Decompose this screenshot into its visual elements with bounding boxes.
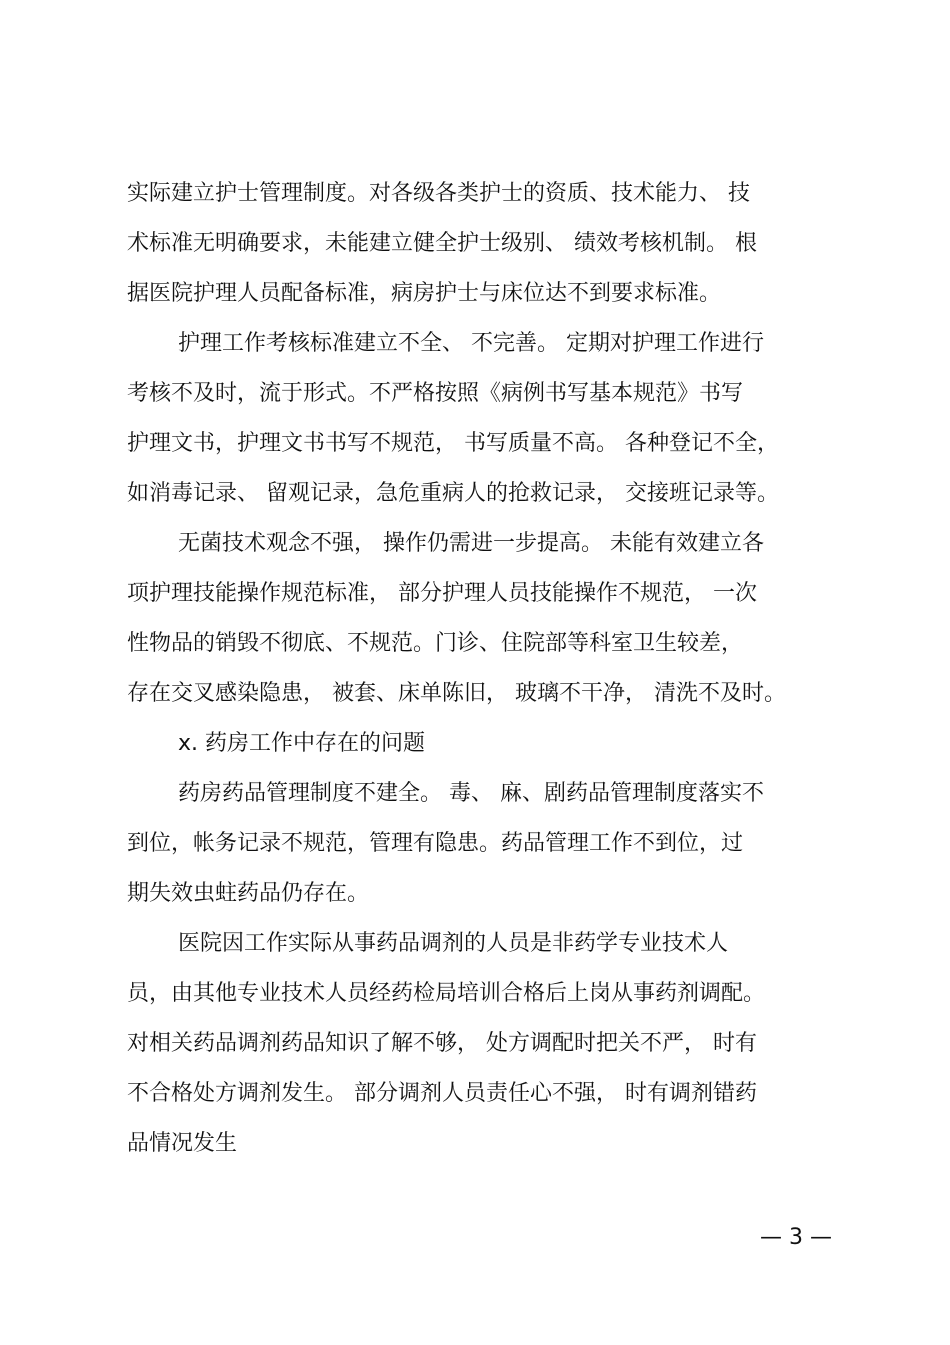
text-line-3: 据医院护理人员配备标准，病房护士与床位达不到要求标准。 (127, 281, 722, 306)
text-line-15: 期失效虫蛀药品仍存在。 (127, 881, 370, 906)
text-line-16: 医院因工作实际从事药品调剂的人员是非药学专业技术人 (178, 931, 729, 956)
text-line-9: 项护理技能操作规范标准， 部分护理人员技能操作不规范， 一次 (127, 581, 757, 606)
text-line-5: 考核不及时，流于形式。不严格按照《病例书写基本规范》书写 (127, 381, 744, 406)
text-line-7: 如消毒记录、 留观记录，急危重病人的抢救记录， 交接班记录等。 (127, 481, 779, 506)
text-line-10: 性物品的销毁不彻底、不规范。门诊、住院部等科室卫生较差， (127, 631, 744, 656)
text-line-19: 不合格处方调剂发生。 部分调剂人员责任心不强， 时有调剂错药 (127, 1081, 757, 1106)
text-line-14: 到位，帐务记录不规范，管理有隐患。药品管理工作不到位，过 (127, 831, 744, 856)
section-heading: x. 药房工作中存在的问题 (178, 731, 426, 756)
text-line-17: 员，由其他专业技术人员经药检局培训合格后上岗从事药剂调配。 (127, 981, 766, 1006)
text-line-2: 术标准无明确要求，未能建立健全护士级别、 绩效考核机制。 根 (127, 231, 757, 256)
text-line-1: 实际建立护士管理制度。对各级各类护士的资质、技术能力、 技 (127, 181, 750, 206)
text-line-13: 药房药品管理制度不建全。 毒、 麻、剧药品管理制度落实不 (178, 781, 764, 806)
text-line-6: 护理文书，护理文书书写不规范， 书写质量不高。 各种登记不全， (127, 431, 779, 456)
text-line-11: 存在交叉感染隐患， 被套、床单陈旧， 玻璃不干净， 清洗不及时。 (127, 681, 786, 706)
text-line-20: 品情况发生 (127, 1131, 238, 1156)
text-line-18: 对相关药品调剂药品知识了解不够， 处方调配时把关不严， 时有 (127, 1031, 757, 1056)
text-line-4: 护理工作考核标准建立不全、 不完善。 定期对护理工作进行 (178, 331, 764, 356)
page-number: — 3 — (760, 1225, 832, 1250)
text-line-8: 无菌技术观念不强， 操作仍需进一步提高。 未能有效建立各 (178, 531, 764, 556)
